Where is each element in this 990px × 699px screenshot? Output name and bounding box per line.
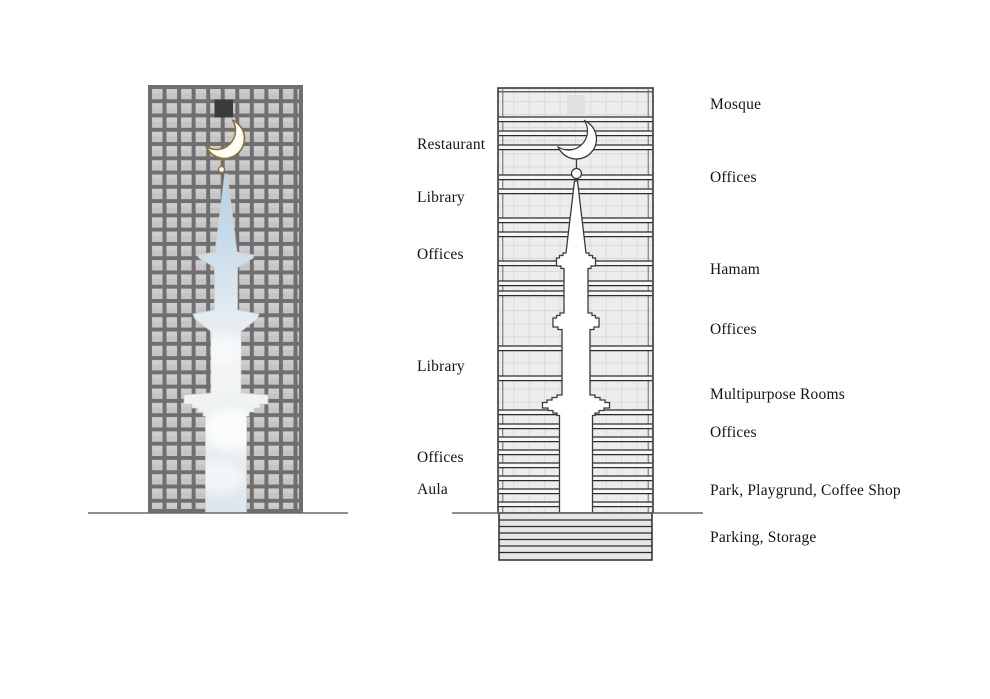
label-offices-left-lower: Offices: [417, 449, 464, 466]
label-parking-storage: Parking, Storage: [710, 529, 817, 546]
label-offices-right-3: Offices: [710, 424, 757, 441]
label-multipurpose-rooms: Multipurpose Rooms: [710, 386, 845, 403]
right-building: [498, 88, 653, 560]
label-aula: Aula: [417, 481, 448, 498]
label-mosque: Mosque: [710, 96, 762, 113]
label-library-upper: Library: [417, 189, 465, 206]
dark-window: [215, 100, 234, 118]
label-offices-right-2: Offices: [710, 321, 757, 338]
basement: [499, 513, 652, 560]
finial-ball: [572, 169, 582, 179]
label-restaurant: Restaurant: [417, 136, 486, 153]
shaded-window: [567, 95, 585, 115]
label-offices-left-upper: Offices: [417, 246, 464, 263]
label-library-lower: Library: [417, 358, 465, 375]
label-park-playground-coffee: Park, Playgrund, Coffee Shop: [710, 482, 901, 499]
left-building: [148, 85, 303, 513]
label-hamam: Hamam: [710, 261, 761, 278]
label-offices-right-1: Offices: [710, 169, 757, 186]
finial-ornament: [219, 167, 225, 173]
